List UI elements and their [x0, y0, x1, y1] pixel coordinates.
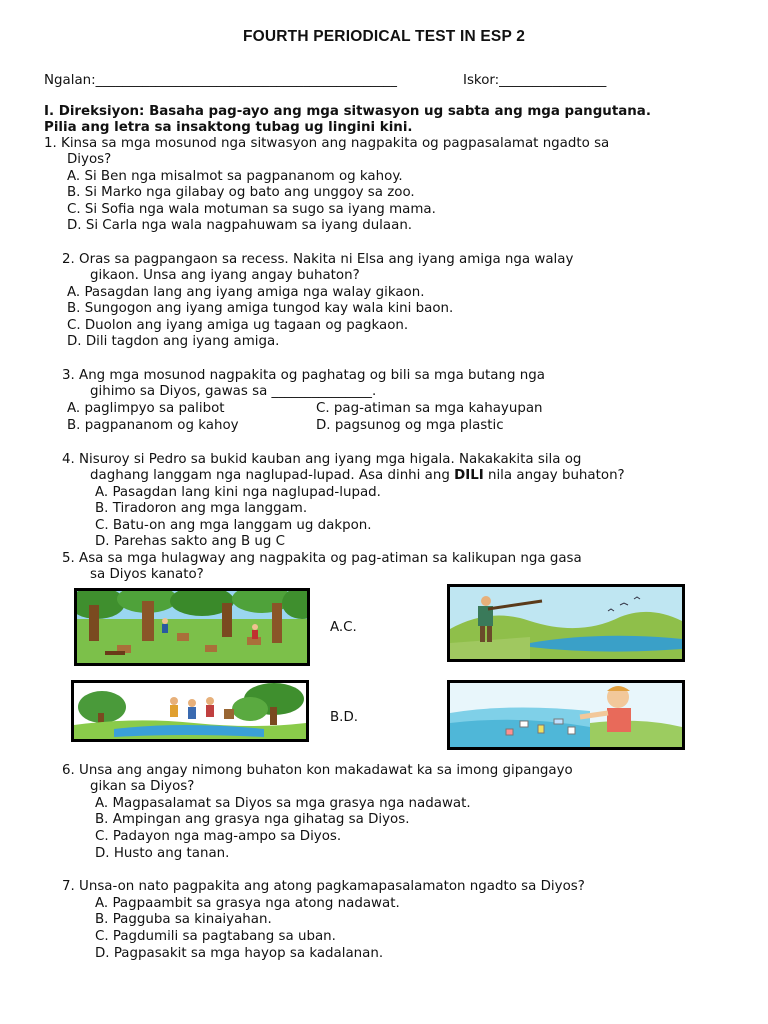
question-1: 1. Kinsa sa mga mosunod nga sitwasyon ang nagpakita og pagpasalamat ngadto sa — [44, 136, 610, 151]
question-1-option-a: A. Si Ben nga misalmot sa pagpananom og kahoy. — [67, 169, 403, 184]
question-3: 3. Ang mga mosunod nagpakita og paghatag og bili sa mga butang nga — [62, 368, 545, 383]
question-4-option-a: A. Pasagdan lang kini nga naglupad-lupad. — [95, 485, 381, 500]
page-title: FOURTH PERIODICAL TEST IN ESP 2 — [242, 28, 526, 45]
question-3-cont: gihimo sa Diyos, gawas sa _______________. — [90, 384, 377, 399]
name-field[interactable]: Ngalan:_____________________________________________ — [44, 73, 397, 88]
picture-hunter-lake — [447, 584, 685, 662]
question-2-option-a: A. Pasagdan lang ang iyang amiga nga walay gikaon. — [67, 285, 425, 300]
question-7-option-c: C. Pagdumili sa pagtabang sa uban. — [95, 929, 336, 944]
picture-planting-river — [71, 680, 309, 742]
directions-line-2: Pilia ang letra sa insaktong tubag ug lingini kini. — [44, 120, 413, 135]
question-3-option-c: C. pag-atiman sa mga kahayupan — [316, 401, 543, 416]
picture-littering-water — [447, 680, 685, 750]
question-4-option-b: B. Tiradoron ang mga langgam. — [95, 501, 308, 516]
question-7-option-a: A. Pagpaambit sa grasya nga atong nadawat. — [95, 896, 400, 911]
question-4-option-c: C. Batu-on ang mga langgam ug dakpon. — [95, 518, 372, 533]
question-4-text-b: nila angay buhaton? — [483, 468, 625, 483]
question-1-option-d: D. Si Carla nga wala nagpahuwam sa iyang dulaan. — [67, 218, 413, 233]
question-2-option-d: D. Dili tagdon ang iyang amiga. — [67, 334, 280, 349]
question-3-option-d: D. pagsunog og mga plastic — [316, 418, 504, 433]
question-6-option-c: C. Padayon nga mag-ampo sa Diyos. — [95, 829, 342, 844]
picture-forest-cutting — [74, 588, 310, 666]
question-2-option-c: C. Duolon ang iyang amiga ug tagaan og pagkaon. — [67, 318, 409, 333]
score-field[interactable]: Iskor:________________ — [463, 73, 607, 88]
answer-label-ac: A.C. — [330, 620, 357, 635]
question-2-option-b: B. Sungogon ang iyang amiga tungod kay wala kini baon. — [67, 301, 454, 316]
question-6-option-d: D. Husto ang tanan. — [95, 846, 230, 861]
question-1-cont: Diyos? — [67, 152, 112, 167]
question-4: 4. Nisuroy si Pedro sa bukid kauban ang iyang mga higala. Nakakakita sila og — [62, 452, 582, 467]
question-4-cont — [90, 468, 625, 484]
question-7-option-d: D. Pagpasakit sa mga hayop sa kadalanan. — [95, 946, 384, 961]
question-2-cont: gikaon. Unsa ang iyang angay buhaton? — [90, 268, 360, 283]
question-7-option-b: B. Pagguba sa kinaiyahan. — [95, 912, 272, 927]
question-1-option-c: C. Si Sofia nga wala motuman sa sugo sa iyang mama. — [67, 202, 436, 217]
question-6-cont: gikan sa Diyos? — [90, 779, 195, 794]
question-5: 5. Asa sa mga hulagway ang nagpakita og pag-atiman sa kalikupan nga gasa — [62, 551, 582, 566]
question-3-option-a: A. paglimpyo sa palibot — [67, 401, 225, 416]
answer-label-bd: B.D. — [330, 710, 359, 725]
directions-line-1: I. Direksiyon: Basaha pag-ayo ang mga sitwasyon ug sabta ang mga pangutana. — [44, 104, 651, 119]
question-6-option-b: B. Ampingan ang grasya nga gihatag sa Diyos. — [95, 812, 410, 827]
question-2: 2. Oras sa pagpangaon sa recess. Nakita ni Elsa ang iyang amiga nga walay — [62, 252, 574, 267]
question-7: 7. Unsa-on nato pagpakita ang atong pagkamapasalamaton ngadto sa Diyos? — [62, 879, 585, 894]
question-3-option-b: B. pagpananom og kahoy — [67, 418, 239, 433]
question-4-text-a: daghang langgam nga naglupad-lupad. Asa dinhi ang — [90, 468, 455, 483]
question-1-option-b: B. Si Marko nga gilabay og bato ang unggoy sa zoo. — [67, 185, 415, 200]
question-6: 6. Unsa ang angay nimong buhaton kon makadawat ka sa imong gipangayo — [62, 763, 573, 778]
question-4-option-d: D. Parehas sakto ang B ug C — [95, 534, 285, 549]
question-4-emphasis: DILI — [454, 468, 484, 483]
question-5-cont: sa Diyos kanato? — [90, 567, 204, 582]
question-6-option-a: A. Magpasalamat sa Diyos sa mga grasya nga nadawat. — [95, 796, 471, 811]
